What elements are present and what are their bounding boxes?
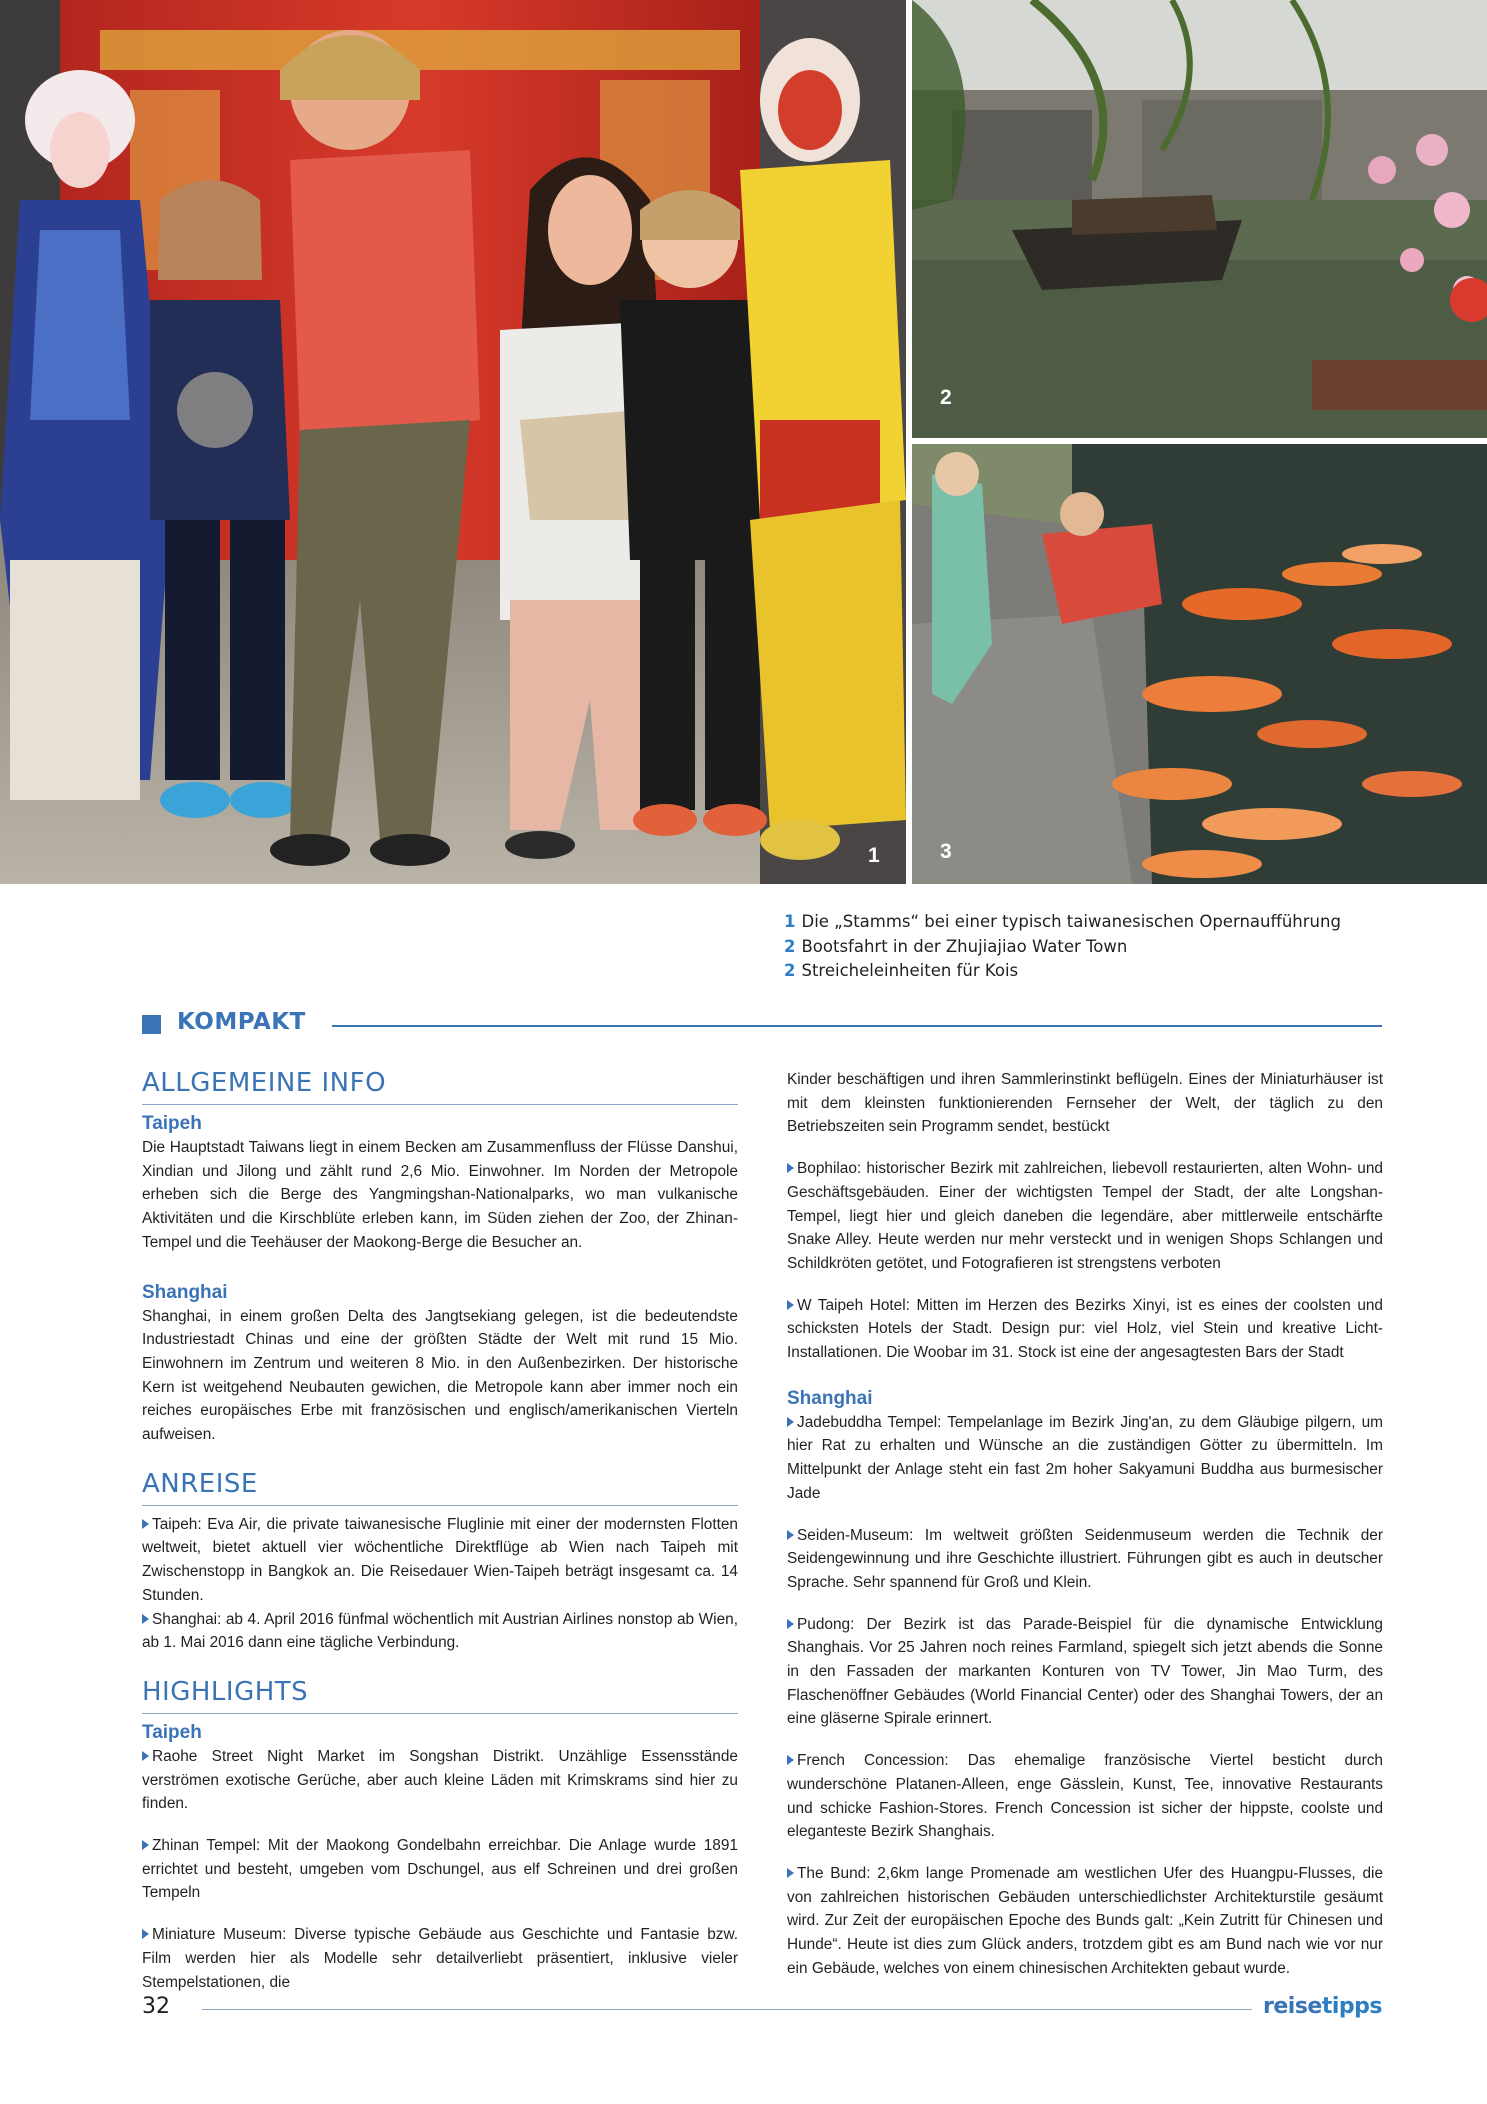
highlight-item-text: Pudong: Der Bezirk ist das Parade-Beispiel für die dynamische Entwicklung Shanghais. Vor 25 Jahren noch reines Farmland, spiegelt sich jetzt abends die Sonne in den Fassaden der markanten Konturen von TV Tower, Jin Mao Turm, des Flaschenöffner Gebäudes (World Financial Center) oder des Shanghai Towers, der an eine gläserne Spirale erinnert. — [787, 1615, 1383, 1728]
highlight-item — [787, 1524, 1383, 1595]
triangle-bullet-icon — [142, 1519, 149, 1529]
caption-2 — [784, 935, 1424, 960]
caption-text: Die „Stamms“ bei einer typisch taiwanesischen Opernaufführung — [801, 912, 1341, 931]
photo-captions — [784, 910, 1424, 984]
triangle-bullet-icon — [787, 1417, 794, 1427]
highlight-item — [142, 1834, 738, 1905]
highlight-item-text: French Concession: Das ehemalige französische Viertel besticht durch wunderschöne Platanen-Alleen, enge Gässlein, Kunst, Tee, innovative Restaurants und schicke Fashion-Stores. French Concession ist sicher der hippste, coolste und eleganteste Bezirk Shanghais. — [787, 1752, 1383, 1841]
highlight-item-text: Seiden-Museum: Im weltweit größten Seidenmuseum werden die Technik der Seidengewinnung und ihre Geschichte illustriert. Führungen gibt es auch in deutscher Sprache. Sehr spannend für Groß und Klein. — [787, 1526, 1383, 1591]
highlight-item — [787, 1411, 1383, 1506]
highlight-item — [787, 1613, 1383, 1732]
photo-number-2: 2 — [940, 386, 952, 409]
highlight-item — [787, 1749, 1383, 1844]
square-icon — [142, 1015, 161, 1034]
opera-group-photo-icon — [0, 0, 906, 884]
photo-opera-group — [0, 0, 906, 884]
caption-text: Streicheleinheiten für Kois — [801, 961, 1019, 980]
page-footer — [142, 1994, 1382, 2034]
photo-water-town — [912, 0, 1487, 438]
triangle-bullet-icon — [142, 1751, 149, 1761]
page-number: 32 — [142, 1994, 170, 2019]
caption-number: 2 — [784, 961, 796, 980]
highlight-item-text: Miniature Museum: Diverse typische Gebäude aus Geschichte und Fantasie bzw. Film werden hier als Modelle sehr detailverliebt präsentiert, inklusive vieler Stempelstationen, die — [142, 1926, 738, 1991]
subheading-shanghai: Shanghai — [142, 1281, 228, 1303]
kompakt-header — [142, 1011, 1382, 1041]
paragraph-shanghai-info: Shanghai, in einem großen Delta des Jangtsekiang gelegen, ist die bedeutendste Industriestadt Chinas und eine der größten Städte der Welt mit rund 15 Mio. Einwohnern im Zentrum und weiteren 8 Mio. in den Außenbezirken. Der historische Kern ist weitgehend Neubauten gewichen, die Metropole kann aber immer noch ein reiches europäisches Erbe mit französischen und englisch/amerikanischen Vierteln aufweisen. — [142, 1307, 738, 1444]
left-column — [142, 1068, 738, 1994]
brand-part-b: tipps — [1321, 1994, 1382, 2019]
section-title-allgemeine: ALLGEMEINE INFO — [142, 1068, 738, 1105]
caption-text: Bootsfahrt in der Zhujiajiao Water Town — [801, 936, 1128, 956]
highlight-item — [142, 1745, 738, 1816]
anreise-item — [142, 1608, 738, 1655]
triangle-bullet-icon — [787, 1163, 794, 1173]
kompakt-divider — [332, 1025, 1382, 1027]
triangle-bullet-icon — [142, 1929, 149, 1939]
photo-number-3: 3 — [940, 840, 952, 863]
anreise-item-text: Taipeh: Eva Air, die private taiwanesische Fluglinie mit einer der modernsten Flotten weltweit, bietet aktuell vier wöchentliche Direktflüge ab Wien nach Taipeh mit Zwischenstopp in Bangkok an. Die Reisedauer Wien-Taipeh beträgt insgesamt ca. 14 Stunden. — [142, 1515, 738, 1604]
koi-feeding-photo-icon — [912, 444, 1487, 884]
triangle-bullet-icon — [787, 1755, 794, 1765]
highlight-item — [787, 1862, 1383, 1981]
footer-divider — [202, 2009, 1252, 2010]
highlight-item — [787, 1157, 1383, 1276]
triangle-bullet-icon — [787, 1530, 794, 1540]
subheading-shanghai: Shanghai — [787, 1387, 873, 1409]
brand-logo — [1263, 1994, 1382, 2019]
photo-koi — [912, 444, 1487, 884]
highlight-item-text: Zhinan Tempel: Mit der Maokong Gondelbahn erreichbar. Die Anlage wurde 1891 errichtet und besteht, umgeben vom Dschungel, aus elf Schreinen und drei großen Tempeln — [142, 1837, 738, 1902]
paragraph-taipeh-info: Die Hauptstadt Taiwans liegt in einem Becken am Zusammenfluss der Flüsse Danshui, Xindian und Jilong und zählt rund 2,6 Mio. Einwohner. Im Norden der Metropole erheben sich die Berge des Yangmingshan-Nationalparks, wo man vulkanische Aktivitäten und die Kirschblüte erleben kann, im Süden ziehen der Zoo, der Zhinan-Tempel und die Teehäuser der Maokong-Berge die Besucher an. — [142, 1139, 738, 1251]
section-title-highlights: HIGHLIGHTS — [142, 1677, 738, 1714]
caption-3 — [784, 959, 1424, 984]
triangle-bullet-icon — [142, 1614, 149, 1624]
highlight-item-text: Bophilao: historischer Bezirk mit zahlreichen, liebevoll restaurierten, alten Wohn- und Geschäftsgebäuden. Einer der wichtigsten Tempel der Stadt, der alte Longshan-Tempel, liegt hier und gleich daneben die legendäre, aber mittlerweile entschärfte Snake Alley. Heute werden nur mehr versteckt und in wenigen Shops Schlangen und Schildkröten getötet, und Fotografieren ist strengstens verboten — [787, 1160, 1383, 1272]
triangle-bullet-icon — [142, 1840, 149, 1850]
highlight-item — [142, 1923, 738, 1994]
anreise-item — [142, 1513, 738, 1608]
highlight-item-text: Jadebuddha Tempel: Tempelanlage im Bezirk Jing'an, zu dem Gläubige pilgern, um hier Rat zu erhalten und Wünsche an die zuständigen Götter zu übermitteln. Im Mittelpunkt der Anlage steht ein fast 2m hoher Sakyamuni Buddha aus burmesischer Jade — [787, 1413, 1383, 1502]
water-town-boat-photo-icon — [912, 0, 1487, 438]
triangle-bullet-icon — [787, 1300, 794, 1310]
subheading-taipeh: Taipeh — [142, 1113, 202, 1134]
triangle-bullet-icon — [787, 1868, 794, 1878]
highlight-item — [787, 1294, 1383, 1365]
caption-number: 1 — [784, 912, 796, 931]
highlight-item-continued: Kinder beschäftigen und ihren Sammlerinstinkt beflügeln. Eines der Miniaturhäuser ist mit dem kleinsten funktionierenden Fernseher der Welt, der täglich zu den Betriebszeiten sein Programm sendet, bestückt — [787, 1071, 1383, 1136]
caption-number: 2 — [784, 936, 796, 956]
subheading-taipeh: Taipeh — [142, 1721, 202, 1743]
highlight-item-text: The Bund: 2,6km lange Promenade am westlichen Ufer des Huangpu-Flusses, die von zahlreichen historischen Gebäuden unterschiedlichster Architekturstile gesäumt wird. Zur Zeit der europäischen Epoche des Bunds galt: „Kein Zutritt für Chinesen und Hunde“. Heute ist dies zum Glück anders, trotzdem gibt es am Bund nach wie vor nur ein Gebäude, welches von einem chinesischen Architekten gebaut wurde. — [787, 1864, 1383, 1977]
triangle-bullet-icon — [787, 1619, 794, 1629]
photo-number-1: 1 — [868, 844, 880, 867]
anreise-item-text: Shanghai: ab 4. April 2016 fünfmal wöchentlich mit Austrian Airlines nonstop ab Wien, ab 1. Mai 2016 dann eine tägliche Verbindung. — [142, 1610, 738, 1652]
highlight-item-text: Raohe Street Night Market im Songshan Distrikt. Unzählige Essensstände verströmen exotische Gerüche, aber auch kleine Läden mit Krimskrams sind hier zu finden. — [142, 1747, 738, 1813]
right-column — [787, 1068, 1383, 1981]
section-title-anreise: ANREISE — [142, 1469, 738, 1506]
caption-1 — [784, 910, 1424, 935]
brand-part-a: reise — [1263, 1994, 1322, 2019]
kompakt-title: KOMPAKT — [177, 1009, 306, 1035]
highlight-item-text: W Taipeh Hotel: Mitten im Herzen des Bezirks Xinyi, ist es eines der coolsten und schicksten Hotels der Stadt. Design pur: viel Holz, viel Stein und kreative Licht-Installationen. Die Woobar im 31. Stock ist eine der angesagtesten Bars der Stadt — [787, 1296, 1383, 1362]
